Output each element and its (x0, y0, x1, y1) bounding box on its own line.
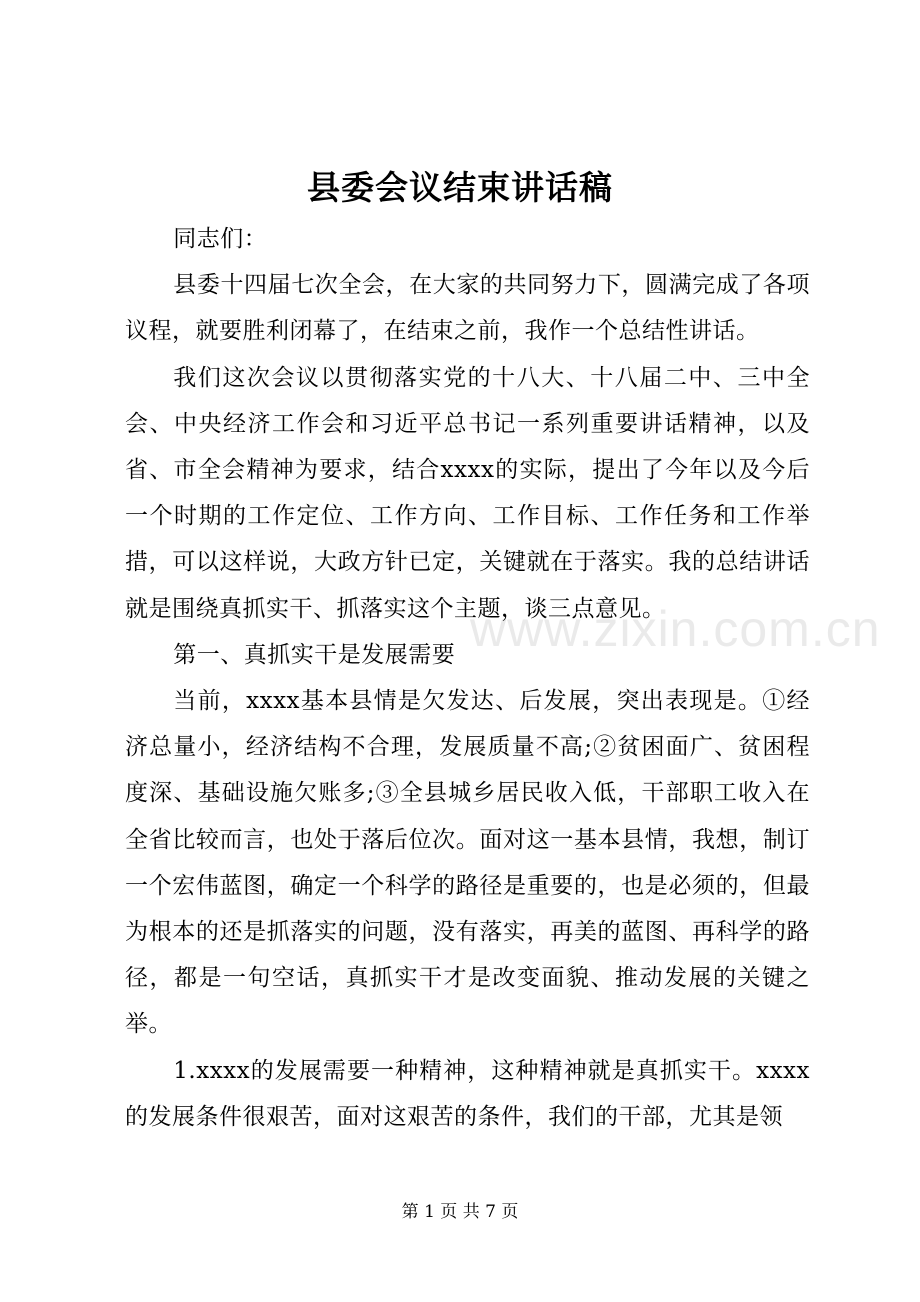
page-footer: 第 1 页 共 7 页 (401, 1202, 519, 1222)
document-body (125, 216, 810, 1140)
document-title: 县委会议结束讲话稿 (307, 168, 613, 207)
salutation-paragraph: 同志们： (173, 226, 268, 252)
point-1-paragraph: 1.xxxx的发展需要一种精神，这种精神就是真抓实干。xxxx的发展条件很艰苦，面对这艰苦的条件，我们的干部，尤其是领 (125, 1057, 810, 1130)
county-situation-paragraph: 当前，xxxx基本县情是欠发达、后发展，突出表现是。①经济总量小，经济结构不合理，发展质量不高;②贫困面广、贫困程度深、基础设施欠账多;③全县城乡居民收入低，干部职工收入在全省比较而言，也处于落后位次。面对这一基本县情，我想，制订一个宏伟蓝图，确定一个科学的路径是重要的，也是必须的，但最为根本的还是抓落实的问题，没有落实，再美的蓝图、再科学的路径，都是一句空话，真抓实干才是改变面貌、推动发展的关键之举。 (125, 688, 810, 1038)
watermark: www.zixin.com.cn (470, 601, 881, 657)
section-heading-1: 第一、真抓实干是发展需要 (173, 641, 456, 668)
meeting-summary-paragraph: 我们这次会议以贯彻落实党的十八大、十八届二中、三中全会、中央经济工作会和习近平总书记一系列重要讲话精神，以及省、市全会精神为要求，结合xxxx的实际，提出了今年以及今后一个时期的工作定位、工作方向、工作目标、工作任务和工作举措，可以这样说，大政方针已定，关键就在于落实。我的总结讲话就是围绕真抓实干、抓落实这个主题，谈三点意见。 (125, 364, 810, 622)
opening-paragraph: 县委十四届七次全会，在大家的共同努力下，圆满完成了各项议程，就要胜利闭幕了，在结束之前，我作一个总结性讲话。 (125, 272, 810, 345)
